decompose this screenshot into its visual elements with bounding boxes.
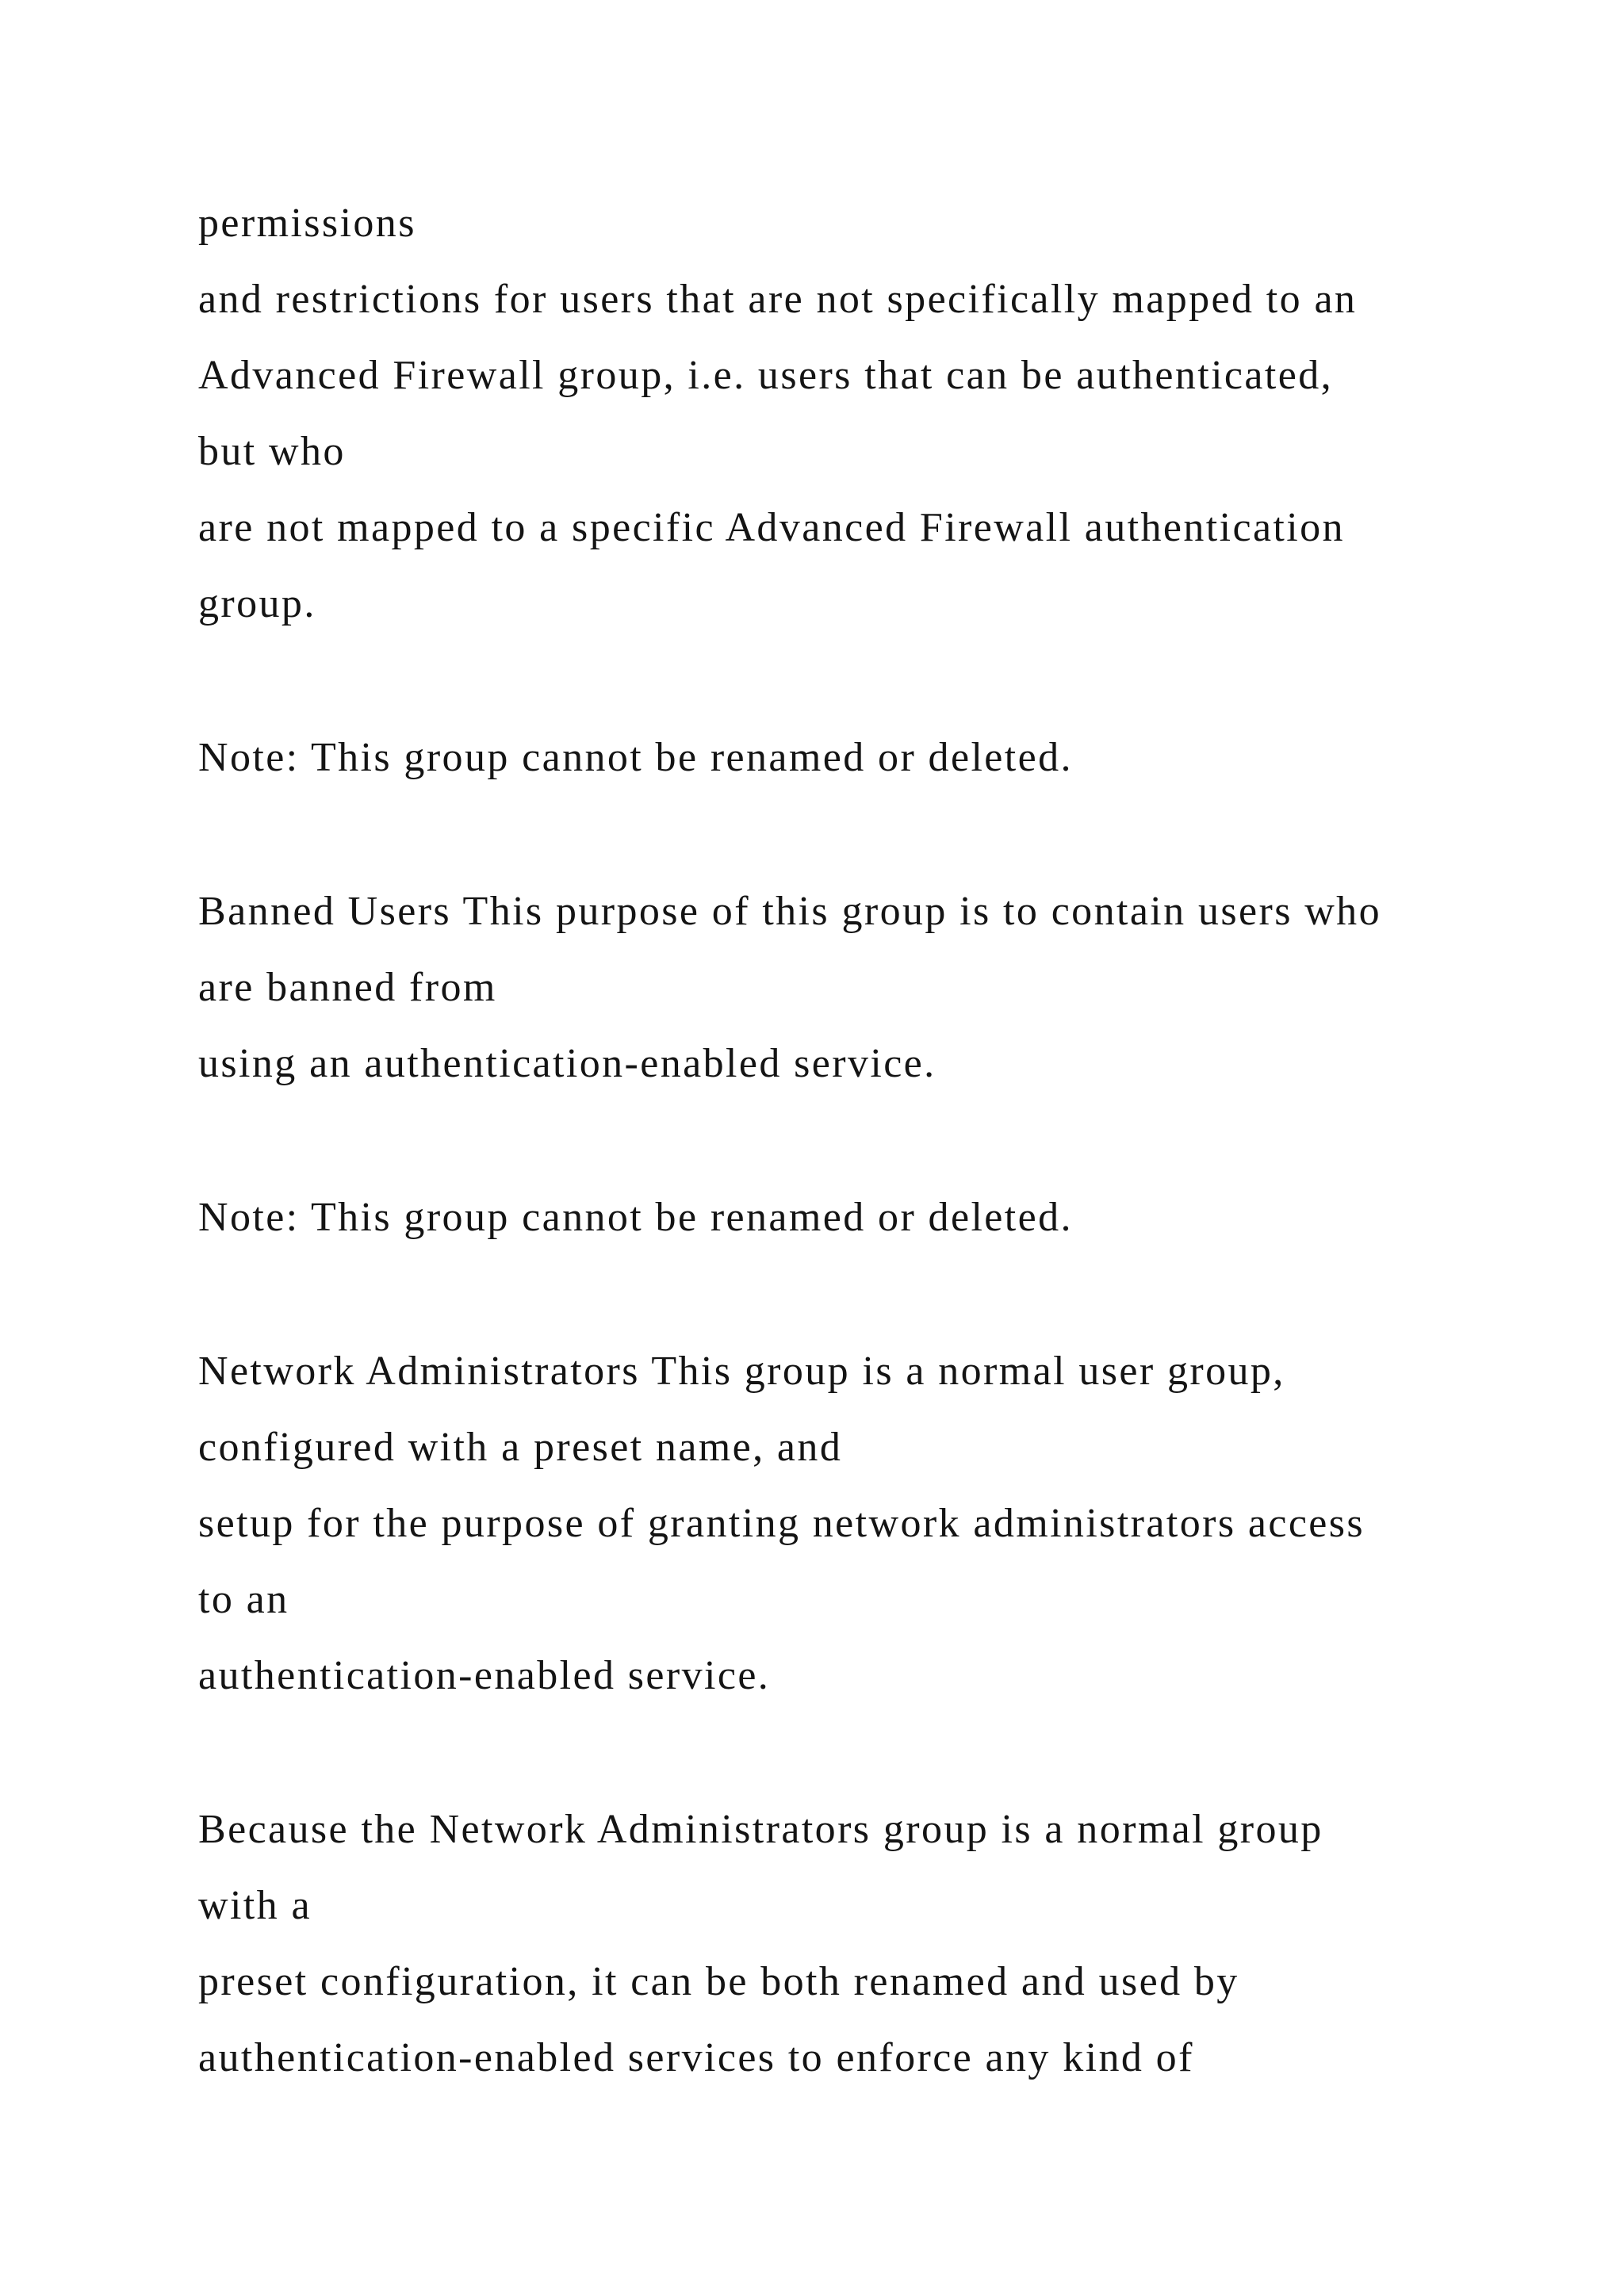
note-line: Note: This group cannot be renamed or deleted. xyxy=(198,735,1073,780)
text-line: are not mapped to a specific Advanced Firewall authentication xyxy=(198,505,1345,550)
text-line: preset configuration, it can be both renamed and used by xyxy=(198,1959,1239,2004)
text-line: Banned Users This purpose of this group is to contain users who xyxy=(198,889,1381,934)
text-line: and restrictions for users that are not specifically mapped to an xyxy=(198,277,1358,322)
text-line: Advanced Firewall group, i.e. users that can be authenticated, xyxy=(198,353,1334,398)
text-line: configured with a preset name, and xyxy=(198,1425,843,1470)
text-line: with a xyxy=(198,1883,312,1928)
text-line: Network Administrators This group is a normal user group, xyxy=(198,1349,1285,1394)
text-line: authentication-enabled services to enforce any kind of xyxy=(198,2035,1194,2080)
text-line: group. xyxy=(198,581,316,626)
note-line: Note: This group cannot be renamed or deleted. xyxy=(198,1195,1073,1240)
text-line: are banned from xyxy=(198,965,497,1010)
text-line: Because the Network Administrators group is a normal group xyxy=(198,1807,1323,1852)
text-line: setup for the purpose of granting network administrators access xyxy=(198,1501,1365,1546)
text-line: permissions xyxy=(198,201,416,246)
text-line: using an authentication-enabled service. xyxy=(198,1041,936,1086)
text-line: authentication-enabled service. xyxy=(198,1653,771,1698)
text-line: to an xyxy=(198,1577,289,1622)
text-line: but who xyxy=(198,429,346,474)
